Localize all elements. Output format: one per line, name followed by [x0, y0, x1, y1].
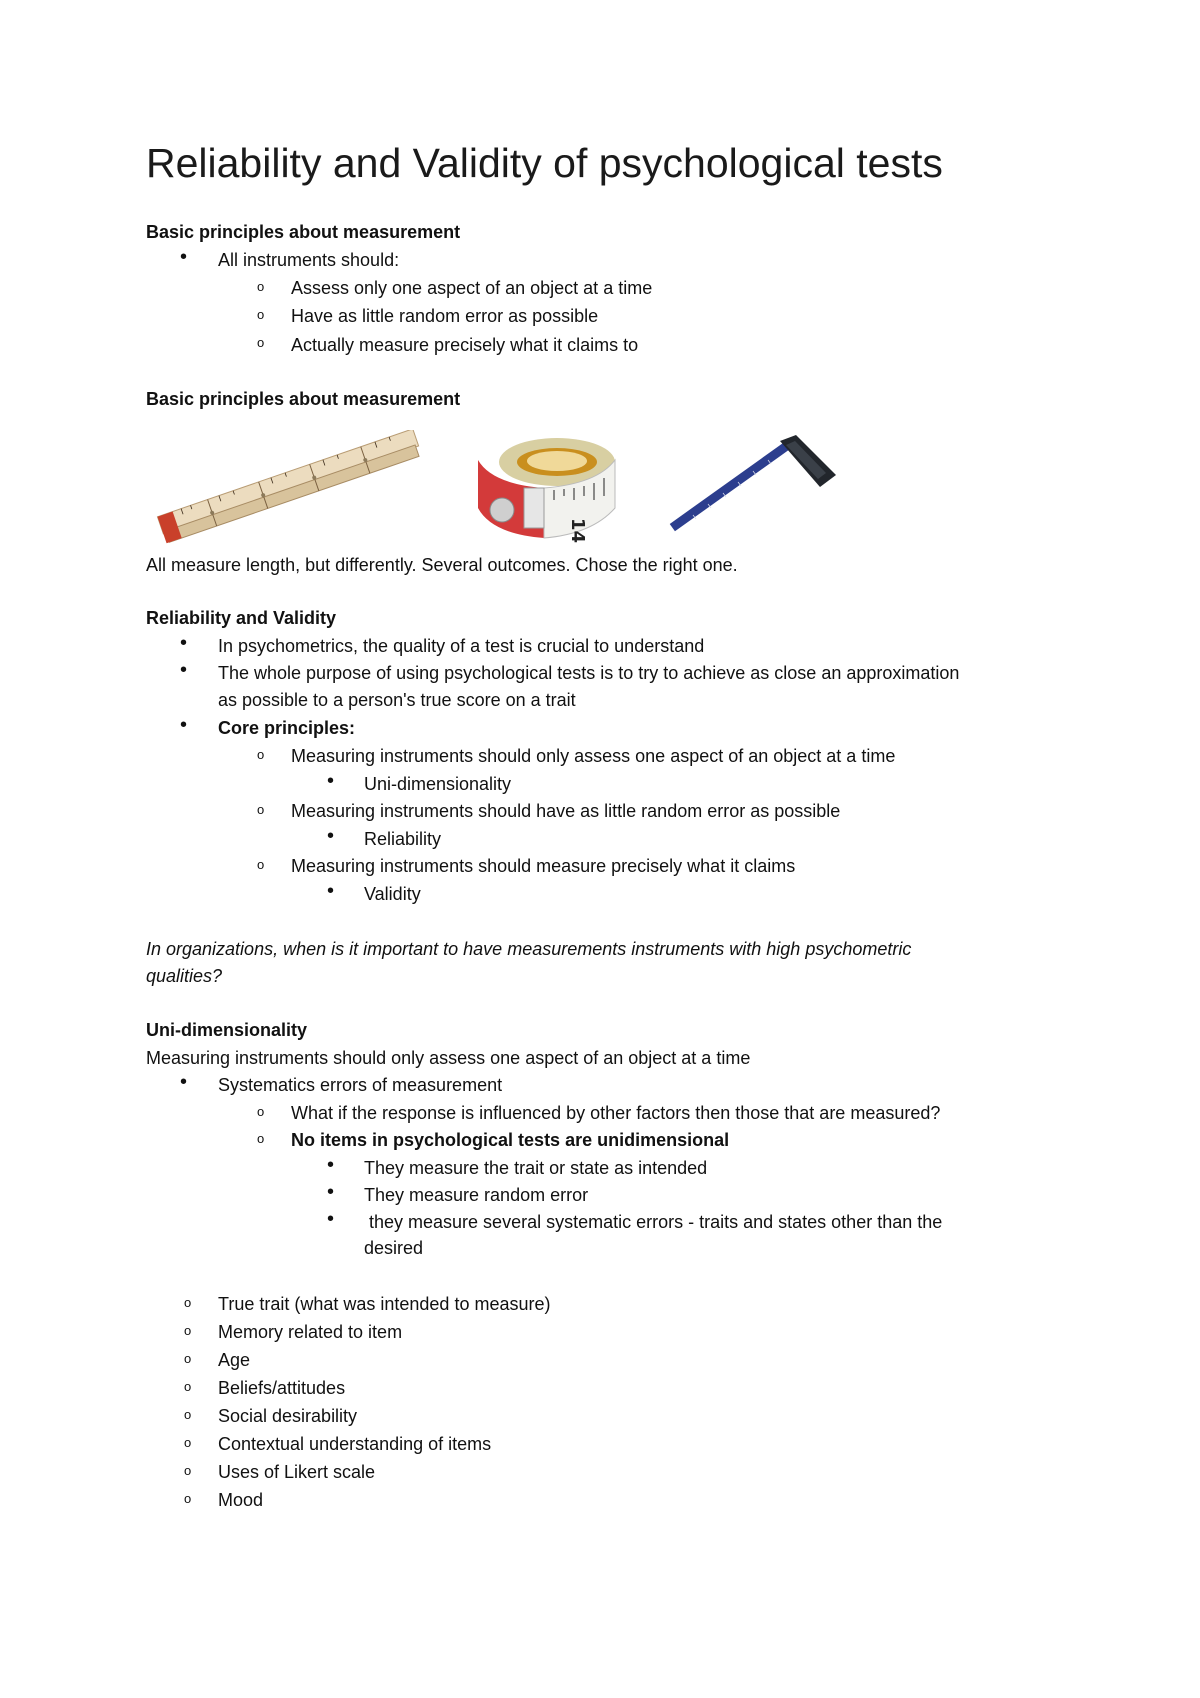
bullet-marker: • — [327, 1208, 335, 1230]
sub-bullet-text: What if the response is influenced by other factors then those that are measured? — [291, 1103, 941, 1123]
circle-marker: o — [257, 1104, 265, 1119]
question-text-continued: qualities? — [146, 966, 223, 986]
circle-marker: o — [257, 335, 265, 350]
folding-ruler-photo — [150, 430, 430, 545]
bullet-text: All instruments should: — [218, 250, 400, 270]
bullet-marker: • — [327, 1181, 335, 1203]
factor-item: Social desirability — [218, 1406, 358, 1426]
factor-item: Mood — [218, 1490, 264, 1510]
circle-marker: o — [184, 1323, 192, 1338]
factor-item: True trait (what was intended to measure) — [218, 1294, 551, 1314]
section-heading-basic-principles-2: Basic principles about measurement — [146, 389, 461, 409]
factor-item: Age — [218, 1350, 251, 1370]
circle-marker: o — [257, 747, 265, 762]
sub-sub-bullet-text-continued: desired — [364, 1238, 424, 1258]
bullet-marker: • — [180, 659, 188, 681]
sub-bullet-text: Actually measure precisely what it claims to — [291, 335, 639, 355]
bullet-marker: • — [327, 770, 335, 792]
question-text: In organizations, when is it important to have measurements instruments with high psychometric — [146, 939, 912, 959]
factor-item: Beliefs/attitudes — [218, 1378, 346, 1398]
bullet-text: In psychometrics, the quality of a test is crucial to understand — [218, 636, 705, 656]
bullet-text-core-principles: Core principles: — [218, 718, 356, 738]
carpenter-square-photo — [668, 435, 838, 535]
circle-marker: o — [184, 1295, 192, 1310]
image-caption: All measure length, but differently. Several outcomes. Chose the right one. — [146, 555, 738, 575]
circle-marker: o — [184, 1463, 192, 1478]
sub-sub-bullet-text: Uni-dimensionality — [364, 774, 512, 794]
bullet-marker: • — [180, 246, 188, 268]
sub-bullet-text: Measuring instruments should have as little random error as possible — [291, 801, 841, 821]
sub-sub-bullet-text: Reliability — [364, 829, 442, 849]
bullet-text: Systematics errors of measurement — [218, 1075, 503, 1095]
sub-sub-bullet-text: They measure random error — [364, 1185, 589, 1205]
sub-bullet-text: Have as little random error as possible — [291, 306, 599, 326]
sub-sub-bullet-text: Validity — [364, 884, 421, 904]
circle-marker: o — [184, 1351, 192, 1366]
factor-item: Contextual understanding of items — [218, 1434, 492, 1454]
sub-bullet-text: Measuring instruments should only assess one aspect of an object at a time — [291, 746, 896, 766]
circle-marker: o — [257, 802, 265, 817]
tape-measure-photo — [472, 430, 617, 545]
section-intro: Measuring instruments should only assess one aspect of an object at a time — [146, 1048, 751, 1068]
circle-marker: o — [184, 1491, 192, 1506]
bullet-text-continued: as possible to a person's true score on a trait — [218, 690, 576, 710]
section-heading-basic-principles: Basic principles about measurement — [146, 222, 461, 242]
bullet-text: The whole purpose of using psychological tests is to try to achieve as close an approximation — [218, 663, 960, 683]
document-title: Reliability and Validity of psychological tests — [146, 140, 943, 186]
sub-sub-bullet-text: They measure the trait or state as intended — [364, 1158, 708, 1178]
circle-marker: o — [184, 1435, 192, 1450]
bullet-marker: • — [327, 825, 335, 847]
section-heading-reliability-validity: Reliability and Validity — [146, 608, 337, 628]
bullet-marker: • — [180, 714, 188, 736]
sub-sub-bullet-text: they measure several systematic errors - traits and states other than the — [364, 1212, 943, 1232]
factor-item: Uses of Likert scale — [218, 1462, 376, 1482]
bullet-marker: • — [180, 632, 188, 654]
sub-bullet-text: Assess only one aspect of an object at a time — [291, 278, 653, 298]
circle-marker: o — [257, 857, 265, 872]
circle-marker: o — [257, 1131, 265, 1146]
bullet-marker: • — [180, 1071, 188, 1093]
circle-marker: o — [184, 1407, 192, 1422]
section-heading-uni-dimensionality: Uni-dimensionality — [146, 1020, 308, 1040]
circle-marker: o — [257, 279, 265, 294]
sub-bullet-text: Measuring instruments should measure precisely what it claims — [291, 856, 796, 876]
bullet-marker: • — [327, 1154, 335, 1176]
circle-marker: o — [184, 1379, 192, 1394]
sub-bullet-text-bold: No items in psychological tests are unidimensional — [291, 1130, 730, 1150]
bullet-marker: • — [327, 880, 335, 902]
svg-text:14: 14 — [567, 518, 588, 544]
circle-marker: o — [257, 307, 265, 322]
factor-item: Memory related to item — [218, 1322, 403, 1342]
